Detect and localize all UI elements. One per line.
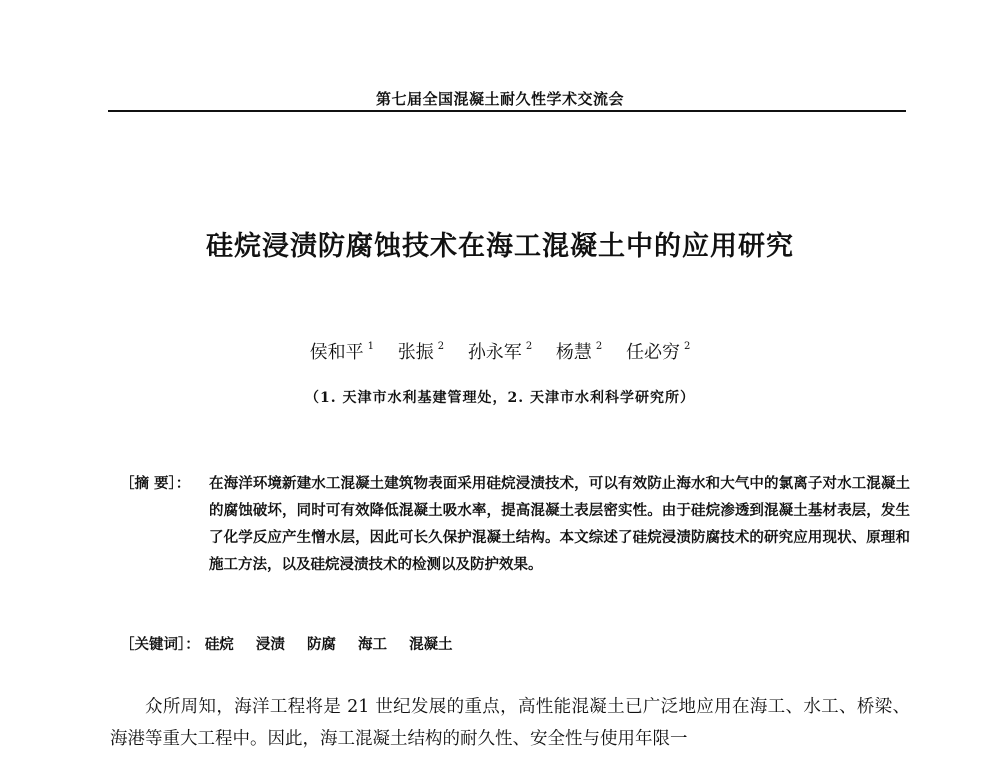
keyword: 防腐 [306, 636, 336, 653]
author-name: 侯和平 [309, 342, 364, 363]
keyword: 硅烷 [204, 636, 234, 653]
keyword: 海工 [358, 636, 387, 653]
paper-title: 硅烷浸渍防腐蚀技术在海工混凝土中的应用研究 [206, 231, 794, 262]
abstract-label: ［摘 要］： [120, 475, 191, 492]
body-text [110, 691, 910, 755]
author [626, 342, 690, 363]
author [398, 342, 444, 363]
affiliation-line: （1. 天津市水利基建管理处，2. 天津市水利科学研究所） [305, 390, 695, 406]
author-affiliation-mark: 2 [525, 341, 533, 352]
abstract-text: 在海洋环境新建水工混凝土建筑物表面采用硅烷浸渍技术，可以有效防止海水和大气中的氯离子对水工混凝土的腐蚀破坏，同时可有效降低混凝土吸水率，提高混凝土表层密实性。由于硅烷渗透到混凝土基材表层，发生了化学反应产生憎水层，因此可长久保护混凝土结构。本文综述了硅烷浸渍防腐技术的研究应用现状、原理和施工方法，以及硅烷浸渍技术的检测以及防护效果。 [209, 475, 910, 573]
body-paragraph: 众所周知，海洋工程将是 21 世纪发展的重点，高性能混凝土已广泛地应用在海工、水工、桥梁、海港等重大工程中。因此，海工混凝土结构的耐久性、安全性与使用年限一 [110, 697, 910, 749]
author-name: 孙永军 [467, 342, 522, 363]
author-name: 张振 [397, 342, 434, 363]
author-affiliation-mark: 1 [367, 341, 374, 352]
keyword: 混凝土 [409, 636, 453, 653]
author [556, 342, 602, 363]
author-list [0, 338, 1000, 364]
abstract-block [120, 470, 910, 578]
author-affiliation-mark: 2 [595, 341, 603, 352]
running-header: 第七届全国混凝土耐久性学术交流会 [375, 90, 624, 108]
author [310, 342, 374, 363]
author-name: 杨慧 [555, 342, 592, 363]
author-name: 任必穷 [626, 342, 681, 363]
author-affiliation-mark: 2 [437, 341, 445, 352]
keywords-label: ［关键词］： [120, 636, 200, 653]
keyword: 浸渍 [255, 636, 285, 653]
keywords-block [120, 633, 470, 654]
author-affiliation-mark: 2 [684, 341, 691, 352]
header-rule [108, 110, 906, 112]
author [468, 342, 532, 363]
